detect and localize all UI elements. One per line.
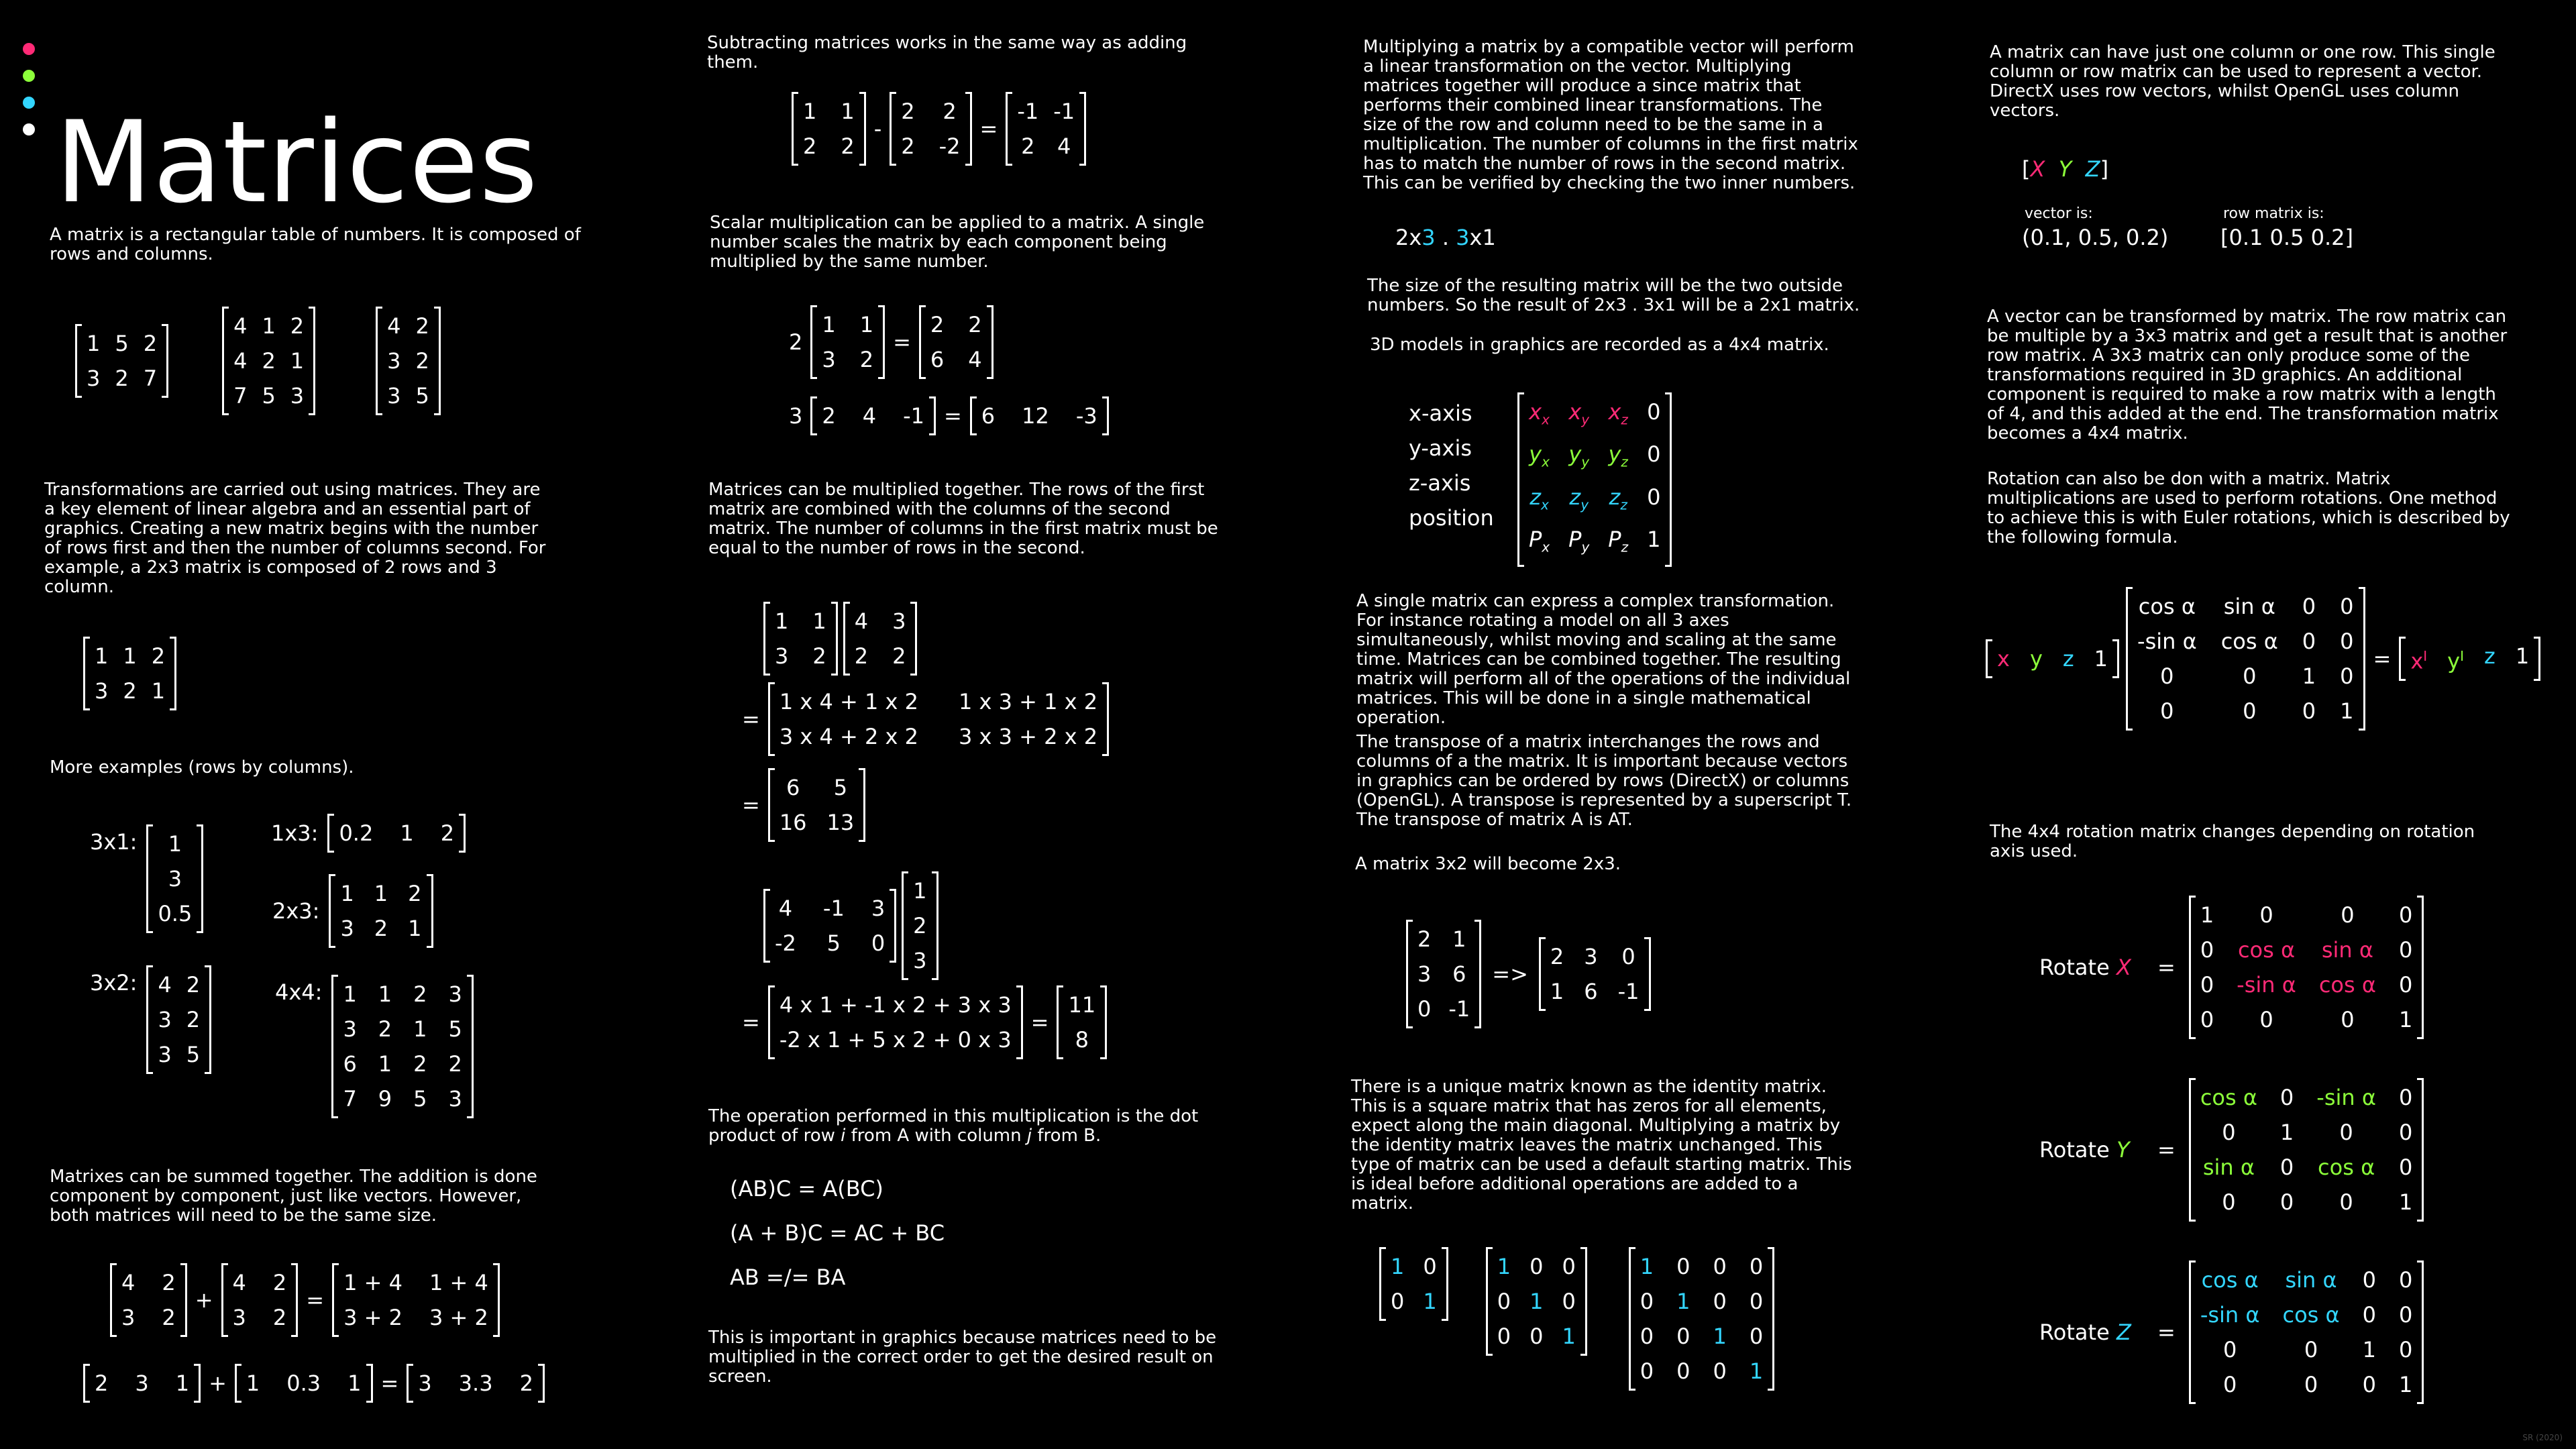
c1-2x3-example: 1 1 2 3 2 1	[83, 639, 176, 708]
c1-example-matrices	[75, 309, 441, 413]
c4-vector-value: (0.1, 0.5, 0.2)	[2022, 225, 2169, 250]
matrix-3x2-a: 4 2 3 2 3 5	[376, 309, 441, 413]
dot-cyan	[23, 97, 35, 109]
c2-multiply-text: Matrices can be multiplied together. The rows of the first matrix are combined with the columns of the second matrix. The number of columns in the first matrix must be equal to the number of rows in the second.	[708, 480, 1218, 558]
c2-subtract-text: Subtracting matrices works in the same way as adding them.	[707, 33, 1187, 72]
identity-3x3: 1 0 0 0 1 0 0 0 1	[1486, 1249, 1587, 1354]
c2-mult-ab: 1 1 3 2 4 3 2 2	[763, 604, 917, 674]
c1-more-examples: More examples (rows by columns).	[50, 757, 354, 777]
c3-transpose-example: 2 1 3 6 0 -1 => 2 3 0 1 6 -1	[1406, 922, 1651, 1026]
c4-euler-formula: x y z 1 cos α sin α 0 0 -sin α cos α 0 0 0 0 1 0 0 0 0 1 = $x^I$ $y^I$ z 1	[1986, 589, 2540, 729]
c2-mult-result: = 6 5 16 13	[742, 770, 865, 840]
dot-white	[23, 123, 35, 136]
c2-mult-vector: 4 -1 3 -2 5 0 1 2 3	[763, 873, 938, 978]
c4-row-value: [0.1 0.5 0.2]	[2220, 225, 2353, 250]
c2-subtraction: 1 1 2 2 - 2 2 2 -2 = -1 -1 2 4	[792, 94, 1086, 164]
c3-identity-matrices	[1379, 1249, 1774, 1389]
c1-4x4: 4x4: 1 1 2 3 3 2 1 5 6 1 2 2 7 9 5 3	[275, 977, 474, 1116]
dot-green	[23, 70, 35, 82]
c3-dims: 2x3 . 3x1	[1395, 225, 1496, 250]
c3-transpose-text: The transpose of a matrix interchanges the rows and columns of a the matrix. It is important because vectors in graphics can be ordered by rows (DirectX) or columns (OpenGL). A transpose is represented by a superscript T. The transpose of matrix A is AT.	[1356, 732, 1852, 830]
c1-sum-row: 2 3 1 + 1 0.3 1 = 3 3.3 2	[83, 1366, 545, 1401]
dot-pink	[23, 43, 35, 55]
c2-order-text: This is important in graphics because matrices need to be multiplied in the correct order to get the desired result on screen.	[708, 1328, 1217, 1387]
matrix-2x3-a: 1 5 2 3 2 7	[75, 326, 168, 396]
matrix-3x3-a: 4 1 2 4 2 1 7 5 3	[222, 309, 315, 413]
page-title: Matrices	[55, 96, 539, 228]
c3-size-text: The size of the resulting matrix will be the two outside numbers. So the result of 2x3 . 3x1 will be a 2x1 matrix.	[1367, 276, 1860, 315]
identity-2x2: 1 0 0 1	[1379, 1249, 1448, 1319]
c1-sum-text: Matrixes can be summed together. The addition is done component by component, just like vectors. However, both matrices will need to be the same size.	[50, 1167, 537, 1226]
c4-vector-label: vector is:	[2025, 205, 2093, 222]
c4-rotate-y: Rotate Y = cos α 0 -sin α 0 0 1 0 0 sin α 0 cos α 0 0 0 0 1	[2039, 1080, 2424, 1220]
c3-identity-text: There is a unique matrix known as the identity matrix. This is a square matrix that has zeros for all elements, expect along the main diagonal. Multiplying a matrix by the identity matrix leaves the matrix unchanged. This type of matrix can be used a default starting matrix. This is ideal before additional operations are added to a matrix.	[1351, 1077, 1852, 1214]
identity-4x4: 1 0 0 0 0 1 0 0 0 0 1 0 0 0 0 1	[1629, 1249, 1774, 1389]
c1-intro: A matrix is a rectangular table of numbers. It is composed of rows and columns.	[50, 225, 581, 264]
c4-rotate-z: Rotate Z = cos α sin α 0 0 -sin α cos α 0 0 0 0 1 0 0 0 0 1	[2039, 1263, 2424, 1402]
c3-complex-text: A single matrix can express a complex transformation. For instance rotating a model on all 3 axes simultaneously, whilst moving and scaling at the same time. Matrices can be combined together. The resulting matrix will perform all of the operations of the individual matrices. This will be done in a single mathematical operation.	[1356, 591, 1851, 728]
c4-transform-text: A vector can be transformed by matrix. The row matrix can be multiple by a 3x3 matrix and get a result that is another row matrix. A 3x3 matrix can only produce some of the transformations required in 3D graphics. An additional component is required to make a row matrix with a length of 4, and this added at the end. The transformation matrix becomes a 4x4 matrix.	[1987, 307, 2508, 443]
c2-scalar-text: Scalar multiplication can be applied to a matrix. A single number scales the matrix by each component being multiplied by the same number.	[710, 213, 1205, 272]
c1-2x3: 2x3: 1 1 2 3 2 1	[272, 876, 433, 946]
c2-eq3: AB =/= BA	[730, 1265, 846, 1290]
c1-transform-text: Transformations are carried out using matrices. They are a key element of linear algebra and an essential part of graphics. Creating a new matrix begins with the number of rows first and then the number of columns second. For example, a 2x3 matrix is composed of 2 rows and 3 column.	[44, 480, 546, 597]
c4-rotate-x: Rotate X = 1 0 0 0 0 cos α sin α 0 0 -sin α cos α 0 0 0 0 1	[2039, 898, 2424, 1037]
c1-sum-2x2: 4 2 3 2 + 4 2 3 2 = 1 + 4 1 + 4 3 + 2 3 + 2	[110, 1265, 500, 1335]
c2-eq1: (AB)C = A(BC)	[730, 1176, 883, 1201]
c3-3x2-text: A matrix 3x2 will become 2x3.	[1355, 854, 1621, 874]
c4-vector-text: A matrix can have just one column or one row. This single column or row matrix can be used to represent a vector. DirectX uses row vectors, whilst OpenGL uses column vectors.	[1990, 42, 2496, 121]
watermark: SR (2020)	[2522, 1433, 2563, 1442]
c2-scalar-2: 2 1 1 3 2 = 2 2 6 4	[789, 307, 994, 377]
c2-mult-vector-result: = 4 x 1 + -1 x 2 + 3 x 3 -2 x 1 + 5 x 2 + 0 x 3 = 11 8	[742, 987, 1107, 1057]
c2-dot-text: The operation performed in this multiplication is the dot product of row i from A with column j from B.	[708, 1106, 1199, 1146]
c4-xyz-vector: [X Y Z]	[2022, 156, 2109, 182]
c4-rotation-text: Rotation can also be don with a matrix. Matrix multiplications are used to perform rotations. One method to achieve this is with Euler rotations, which is described by the following formula.	[1987, 469, 2510, 547]
c2-eq2: (A + B)C = AC + BC	[730, 1220, 945, 1246]
c4-row-label: row matrix is:	[2223, 205, 2324, 222]
c3-vector-text: Multiplying a matrix by a compatible vector will perform a linear transformation on the vector. Multiplying matrices together will produce a since matrix that performs their combined linear transformations. The size of the row and column need to be the same in a multiplication. The number of columns in the first matrix has to match the number of rows in the second matrix. This can be verified by checking the two inner numbers.	[1363, 37, 1858, 193]
c1-1x3: 1x3: 0.2 1 2	[271, 816, 466, 851]
c2-mult-expanded: = 1 x 4 + 1 x 2 1 x 3 + 1 x 2 3 x 4 + 2 x 2 3 x 3 + 2 x 2	[742, 684, 1109, 754]
c1-3x2: 3x2: 4 2 3 2 3 5	[90, 967, 211, 1072]
c3-4x4-text: 3D models in graphics are recorded as a 4x4 matrix.	[1370, 335, 1829, 355]
c3-axis-labels: x-axis y-axis z-axis position	[1409, 400, 1494, 531]
c3-model-matrix: $x_x$ $x_y$ $x_z$ 0 $y_x$ $y_y$ $y_z$ 0 $z_x$ $z_y$ $z_z$ 0 $P_x$ $P_y$ $P_z$ 1	[1517, 394, 1672, 565]
c1-3x1: 3x1: 1 3 0.5	[90, 826, 203, 931]
c2-scalar-3: 3 2 4 -1 = 6 12 -3	[789, 398, 1109, 433]
c4-axis-text: The 4x4 rotation matrix changes depending on rotation axis used.	[1990, 822, 2475, 861]
